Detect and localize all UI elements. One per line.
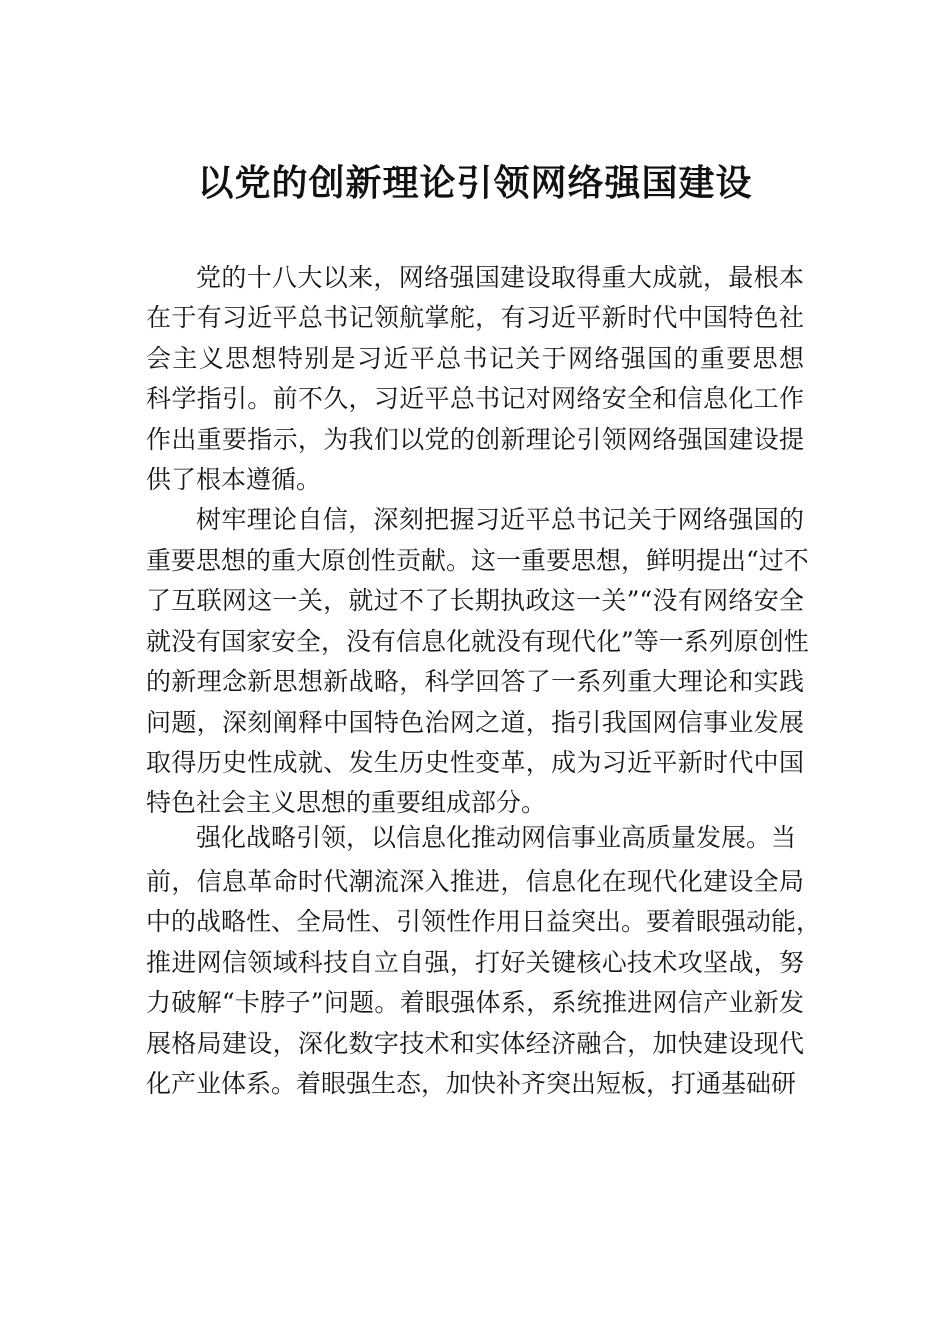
- paragraph-1-line-4: 科学指引。前不久，习近平总书记对网络安全和信息化工作: [146, 384, 804, 413]
- paragraph-1-line-5: 作出重要指示，为我们以党的创新理论引领网络强国建设提: [146, 425, 804, 454]
- paragraph-3-line-3: 中的战略性、全局性、引领性作用日益突出。要着眼强动能，: [146, 907, 822, 936]
- paragraph-2-line-3: 了互联网这一关，就过不了长期执政这一关”“没有网络安全: [146, 586, 804, 615]
- paragraph-2-line-1: 树牢理论自信，深刻把握习近平总书记关于网络强国的: [196, 505, 804, 534]
- paragraph-3-line-6: 展格局建设，深化数字技术和实体经济融合，加快建设现代: [146, 1029, 804, 1058]
- paragraph-2-line-7: 取得历史性成就、发生历史性变革，成为习近平新时代中国: [146, 748, 804, 777]
- paragraph-3-line-4: 推进网信领域科技自立自强，打好关键核心技术攻坚战，努: [146, 948, 804, 977]
- paragraph-2-line-4: 就没有国家安全，没有信息化就没有现代化”等一系列原创性: [146, 627, 809, 656]
- paragraph-3-line-2: 前，信息革命时代潮流深入推进，信息化在现代化建设全局: [146, 867, 804, 896]
- paragraph-3-line-1: 强化战略引领，以信息化推动网信事业高质量发展。当: [196, 823, 797, 852]
- paragraph-2-line-2: 重要思想的重大原创性贡献。这一重要思想，鲜明提出“过不: [146, 546, 809, 575]
- paragraph-1-line-3: 会主义思想特别是习近平总书记关于网络强国的重要思想: [146, 344, 804, 373]
- paragraph-1-line-6: 供了根本遵循。: [146, 465, 322, 494]
- paragraph-1-line-2: 在于有习近平总书记领航掌舵，有习近平新时代中国特色社: [146, 303, 804, 332]
- paragraph-2-line-8: 特色社会主义思想的重要组成部分。: [146, 788, 547, 817]
- paragraph-3-line-7: 化产业体系。着眼强生态，加快补齐突出短板，打通基础研: [146, 1069, 797, 1098]
- paragraph-2-line-5: 的新理念新思想新战略，科学回答了一系列重大理论和实践: [146, 667, 804, 696]
- article-title: 以党的创新理论引领网络强国建设: [197, 162, 753, 204]
- paragraph-1-line-1: 党的十八大以来，网络强国建设取得重大成就，最根本: [196, 263, 804, 292]
- paragraph-2-line-6: 问题，深刻阐释中国特色治网之道，指引我国网信事业发展: [146, 708, 804, 737]
- paragraph-3-line-5: 力破解“卡脖子”问题。着眼强体系，系统推进网信产业新发: [146, 988, 804, 1017]
